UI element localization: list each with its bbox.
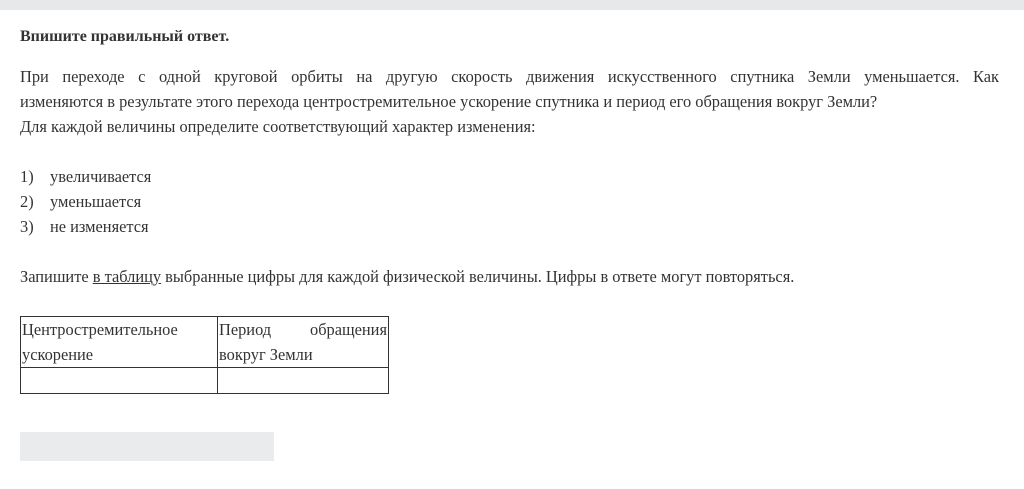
option-number: 3) [20, 217, 34, 236]
answer-placeholder-box [20, 432, 274, 461]
top-bar [0, 0, 1024, 10]
task-instruction: Впишите правильный ответ. [20, 28, 230, 45]
note-text-after: выбранные цифры для каждой физической величины. Цифры в ответе могут повторяться. [161, 267, 795, 286]
option-label: не изменяется [50, 217, 149, 236]
answer-input-period[interactable] [218, 368, 388, 393]
header-col1-line1: Центростремительное [22, 320, 178, 339]
option-number: 2) [20, 192, 34, 211]
answer-cell-acceleration[interactable] [21, 368, 218, 394]
option-item [20, 214, 999, 239]
header-centripetal-acceleration [21, 317, 218, 368]
option-label: уменьшается [50, 192, 142, 211]
answer-table [20, 316, 389, 394]
answer-table-header-row [21, 317, 389, 368]
option-item [20, 189, 999, 214]
answer-input-acceleration[interactable] [21, 368, 217, 393]
option-number: 1) [20, 167, 34, 186]
option-item [20, 164, 999, 189]
answer-note [20, 264, 999, 289]
answer-cell-period[interactable] [218, 368, 389, 394]
question-line-2: изменяются в результате этого перехода центростремительное ускорение спутника и период его обращения вокруг Земли? [20, 92, 878, 111]
answer-table-input-row [21, 368, 389, 394]
header-col2-line2: вокруг Земли [219, 345, 313, 364]
question-line-3: Для каждой величины определите соответствующий характер изменения: [20, 117, 536, 136]
option-label: увеличивается [50, 167, 152, 186]
table-link[interactable]: в таблицу [92, 267, 162, 286]
question-line-1: При переходе с одной круговой орбиты на другую скорость движения искусственного спутника Земли уменьшается. Как [20, 67, 999, 86]
question-text [20, 64, 999, 139]
header-orbital-period [218, 317, 389, 368]
note-text-before: Запишите [20, 267, 93, 286]
task-content [20, 26, 999, 289]
options-list [20, 164, 999, 239]
header-col2-line1: Период обращения [219, 320, 387, 339]
header-col1-line2: ускорение [22, 345, 94, 364]
